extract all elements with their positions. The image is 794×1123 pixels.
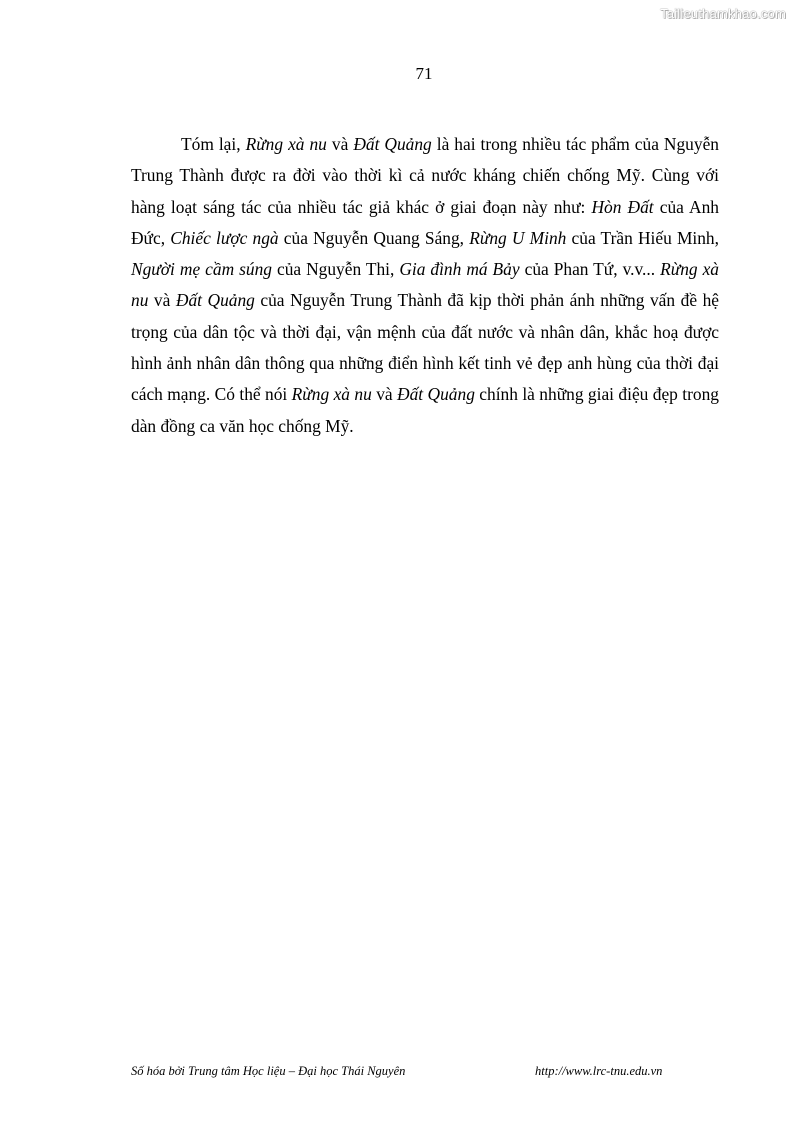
- text-run: của Phan Tứ, v.v...: [519, 259, 661, 280]
- text-run: của Nguyễn Quang Sáng,: [278, 227, 470, 248]
- book-title: Rừng xà nu: [245, 134, 327, 154]
- book-title: Rừng xà nu: [131, 259, 719, 311]
- footer-source: Số hóa bởi Trung tâm Học liệu – Đại học Thái Nguyên: [131, 1064, 406, 1078]
- book-title: Chiếc lược ngà: [170, 227, 279, 248]
- text-run: của Nguyễn Thi,: [271, 259, 400, 280]
- book-title: Gia đình má Bảy: [399, 259, 520, 280]
- text-run: và: [326, 134, 354, 154]
- text-run: và: [371, 384, 398, 405]
- book-title: Rừng U Minh: [469, 227, 567, 248]
- text-run: của Anh Đức,: [131, 196, 719, 248]
- text-run: và: [148, 290, 176, 311]
- book-title: Rừng xà nu: [291, 384, 372, 405]
- text-run: chính là những giai điệu đẹp trong dàn đồng ca văn học chống Mỹ.: [131, 384, 719, 436]
- footer-url: http://www.lrc-tnu.edu.vn: [535, 1064, 663, 1078]
- body-paragraph: [131, 129, 719, 442]
- text-run: của Trần Hiếu Minh,: [566, 227, 719, 248]
- page-number: 71: [415, 64, 433, 83]
- watermark: Tailieuthamkhao.com: [660, 6, 786, 21]
- text-run: là hai trong nhiều tác phẩm của Nguyễn Trung Thành được ra đời vào thời kì cả nước kháng chiến chống Mỹ. Cùng với hàng loạt sáng tác của nhiều tác giả khác ở giai đoạn này như:: [131, 134, 719, 217]
- text-run: của Nguyễn Trung Thành đã kịp thời phản ánh những vấn đề hệ trọng của dân tộc và thời đại, vận mệnh của đất nước và nhân dân, khắc hoạ được hình ảnh nhân dân thông qua những điển hình kết tinh vẻ đẹp anh hùng của thời đại cách mạng. Có thể nói: [131, 290, 719, 405]
- book-title: Đất Quảng: [397, 384, 475, 405]
- book-title: Đất Quảng: [175, 290, 255, 311]
- book-title: Đất Quảng: [353, 134, 432, 154]
- book-title: Người mẹ cầm súng: [131, 259, 272, 280]
- book-title: Hòn Đất: [591, 196, 654, 217]
- text-run: Tóm lại,: [181, 134, 246, 154]
